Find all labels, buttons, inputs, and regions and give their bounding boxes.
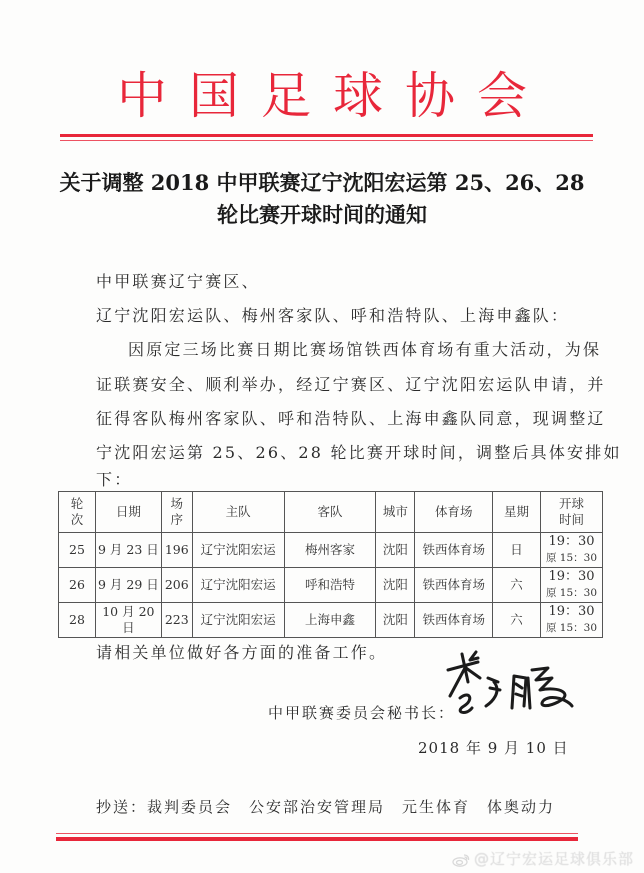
organization-letterhead: 中国足球协会 bbox=[117, 67, 549, 125]
cell-city: 沈阳 bbox=[376, 568, 415, 603]
recipients-line-2: 辽宁沈阳宏运队、梅州客家队、呼和浩特队、上海申鑫队： bbox=[96, 306, 570, 325]
cell-home: 辽宁沈阳宏运 bbox=[192, 603, 284, 638]
document-title-line-1: 关于调整 2018 中甲联赛辽宁沈阳宏运第 25、26、28 bbox=[59, 170, 585, 195]
cell-weekday: 六 bbox=[493, 568, 541, 603]
cell-stadium: 铁西体育场 bbox=[415, 568, 493, 603]
header-stadium: 体育场 bbox=[415, 492, 493, 533]
watermark-text: @辽宁宏运足球俱乐部 bbox=[474, 850, 635, 868]
body-line: 证联赛安全、顺利举办，经辽宁赛区、辽宁沈阳宏运队申请，并 bbox=[96, 375, 606, 394]
cell-date: 10 月 20 日 bbox=[95, 603, 161, 638]
cell-away: 梅州客家 bbox=[284, 533, 376, 568]
header-home: 主队 bbox=[192, 492, 284, 533]
handwritten-signature bbox=[440, 648, 575, 718]
cell-round: 28 bbox=[59, 603, 96, 638]
cell-date: 9 月 23 日 bbox=[95, 533, 161, 568]
footer-rule-thick bbox=[56, 837, 578, 841]
table-row bbox=[59, 603, 603, 638]
header-city: 城市 bbox=[376, 492, 415, 533]
recipients-line-1: 中甲联赛辽宁赛区、 bbox=[96, 272, 260, 291]
body-line: 征得客队梅州客家队、呼和浩特队、上海申鑫队同意，现调整辽 bbox=[96, 409, 606, 428]
cell-stadium: 铁西体育场 bbox=[415, 603, 493, 638]
document-date: 2018 年 9 月 10 日 bbox=[418, 739, 569, 757]
body-line: 因原定三场比赛日期比赛场馆铁西体育场有重大活动，为保 bbox=[128, 340, 602, 359]
cell-stadium: 铁西体育场 bbox=[415, 533, 493, 568]
table-row bbox=[59, 533, 603, 568]
document-title-line-2: 轮比赛开球时间的通知 bbox=[217, 202, 427, 227]
letterhead-rule-thick bbox=[60, 134, 593, 137]
header-weekday: 星期 bbox=[493, 492, 541, 533]
cc-line: 抄送：裁判委员会 公安部治安管理局 元生体育 体奥动力 bbox=[96, 798, 556, 816]
cell-weekday: 日 bbox=[493, 533, 541, 568]
cell-kickoff: 19：30 原 15：30 bbox=[541, 568, 603, 603]
schedule-table bbox=[58, 491, 603, 638]
header-match-no: 场 序 bbox=[161, 492, 192, 533]
footer-rule-thin bbox=[56, 833, 578, 834]
weibo-icon bbox=[452, 853, 470, 867]
header-away: 客队 bbox=[284, 492, 376, 533]
cell-home: 辽宁沈阳宏运 bbox=[192, 533, 284, 568]
body-line: 下： bbox=[96, 470, 133, 489]
cell-match-no: 206 bbox=[161, 568, 192, 603]
cell-match-no: 223 bbox=[161, 603, 192, 638]
closing-line: 请相关单位做好各方面的准备工作。 bbox=[96, 643, 388, 662]
cell-away: 上海申鑫 bbox=[284, 603, 376, 638]
cell-home: 辽宁沈阳宏运 bbox=[192, 568, 284, 603]
weibo-watermark bbox=[452, 848, 634, 869]
header-kickoff: 开球 时间 bbox=[541, 492, 603, 533]
table-row bbox=[59, 568, 603, 603]
letterhead-rule-thin bbox=[60, 140, 593, 141]
table-header-row bbox=[59, 492, 603, 533]
cell-away: 呼和浩特 bbox=[284, 568, 376, 603]
cell-weekday: 六 bbox=[493, 603, 541, 638]
cell-kickoff: 19：30 原 15：30 bbox=[541, 603, 603, 638]
cell-city: 沈阳 bbox=[376, 533, 415, 568]
cell-city: 沈阳 bbox=[376, 603, 415, 638]
cell-round: 26 bbox=[59, 568, 96, 603]
cell-round: 25 bbox=[59, 533, 96, 568]
cell-date: 9 月 29 日 bbox=[95, 568, 161, 603]
header-date: 日期 bbox=[95, 492, 161, 533]
cell-match-no: 196 bbox=[161, 533, 192, 568]
signatory-label: 中甲联赛委员会秘书长： bbox=[268, 704, 456, 722]
header-round: 轮 次 bbox=[59, 492, 96, 533]
cell-kickoff: 19：30 原 15：30 bbox=[541, 533, 603, 568]
body-line: 宁沈阳宏运第 25、26、28 轮比赛开球时间，调整后具体安排如 bbox=[96, 443, 622, 462]
